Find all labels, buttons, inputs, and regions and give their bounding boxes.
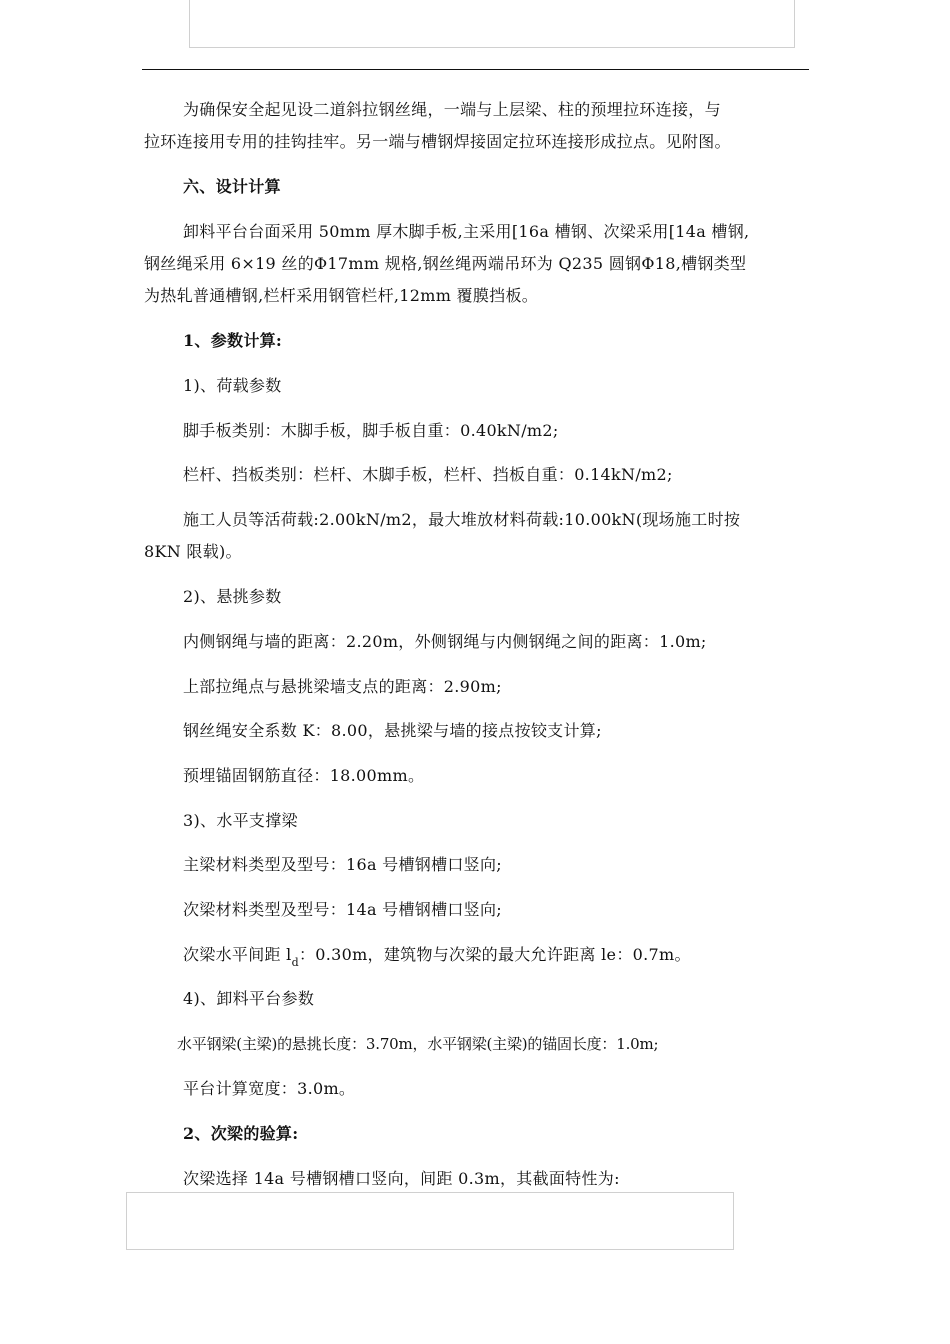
- header-rule: [142, 69, 809, 70]
- paragraph-line: 为确保安全起见设二道斜拉钢丝绳，一端与上层梁、柱的预埋拉环连接，与: [183, 100, 721, 119]
- paragraph-line: 卸料平台台面采用 50mm 厚木脚手板,主采用[16a 槽钢、次梁采用[14a 槽钢,: [183, 222, 750, 241]
- paragraph-line: 预埋锚固钢筋直径：18.00mm。: [183, 766, 425, 785]
- text-segment: ：0.30m，建筑物与次梁的最大允许距离 le：0.7m。: [298, 945, 691, 964]
- footer-box: [126, 1192, 734, 1250]
- paragraph-line: 钢丝绳采用 6×19 丝的Φ17mm 规格,钢丝绳两端吊环为 Q235 圆钢Φ18,槽钢类型: [144, 254, 747, 273]
- item-heading: 2)、悬挑参数: [183, 587, 282, 606]
- paragraph-line: 次梁材料类型及型号：14a 号槽钢槽口竖向;: [183, 900, 502, 919]
- paragraph-line: 次梁选择 14a 号槽钢槽口竖向，间距 0.3m，其截面特性为:: [183, 1169, 620, 1188]
- paragraph-line: 施工人员等活荷载:2.00kN/m2，最大堆放材料荷载:10.00kN(现场施工时按: [183, 510, 741, 529]
- paragraph-line: 拉环连接用专用的挂钩挂牢。另一端与槽钢焊接固定拉环连接形成拉点。见附图。: [144, 132, 731, 151]
- item-heading: 4)、卸料平台参数: [183, 989, 315, 1008]
- paragraph-line: 主梁材料类型及型号：16a 号槽钢槽口竖向;: [183, 855, 502, 874]
- paragraph-line: 平台计算宽度：3.0m。: [183, 1079, 356, 1098]
- item-heading: 3)、水平支撑梁: [183, 811, 298, 830]
- subscript: d: [291, 956, 299, 969]
- paragraph-line: 钢丝绳安全系数 K：8.00，悬挑梁与墙的接点按铰支计算;: [183, 721, 602, 740]
- paragraph-line: 内侧钢绳与墙的距离：2.20m，外侧钢绳与内侧钢绳之间的距离：1.0m;: [183, 632, 707, 651]
- paragraph-line: 上部拉绳点与悬挑梁墙支点的距离：2.90m;: [183, 677, 502, 696]
- paragraph-line: [183, 945, 691, 967]
- paragraph-line: 栏杆、挡板类别：栏杆、木脚手板，栏杆、挡板自重：0.14kN/m2;: [183, 465, 673, 484]
- subsection-heading: 1、参数计算:: [183, 331, 283, 350]
- paragraph-line: 为热轧普通槽钢,栏杆采用钢管栏杆,12mm 覆膜挡板。: [144, 286, 539, 305]
- section-heading: 六、设计计算: [183, 177, 281, 196]
- item-heading: 1)、荷载参数: [183, 376, 282, 395]
- subsection-heading: 2、次梁的验算:: [183, 1124, 299, 1143]
- text-segment: 次梁水平间距 l: [183, 945, 292, 964]
- paragraph-line: 脚手板类别：木脚手板，脚手板自重：0.40kN/m2;: [183, 421, 559, 440]
- paragraph-line: 水平钢梁(主梁)的悬挑长度：3.70m，水平钢梁(主梁)的锚固长度：1.0m;: [177, 1035, 659, 1053]
- header-box: [189, 0, 795, 48]
- paragraph-line: 8KN 限载)。: [144, 542, 242, 561]
